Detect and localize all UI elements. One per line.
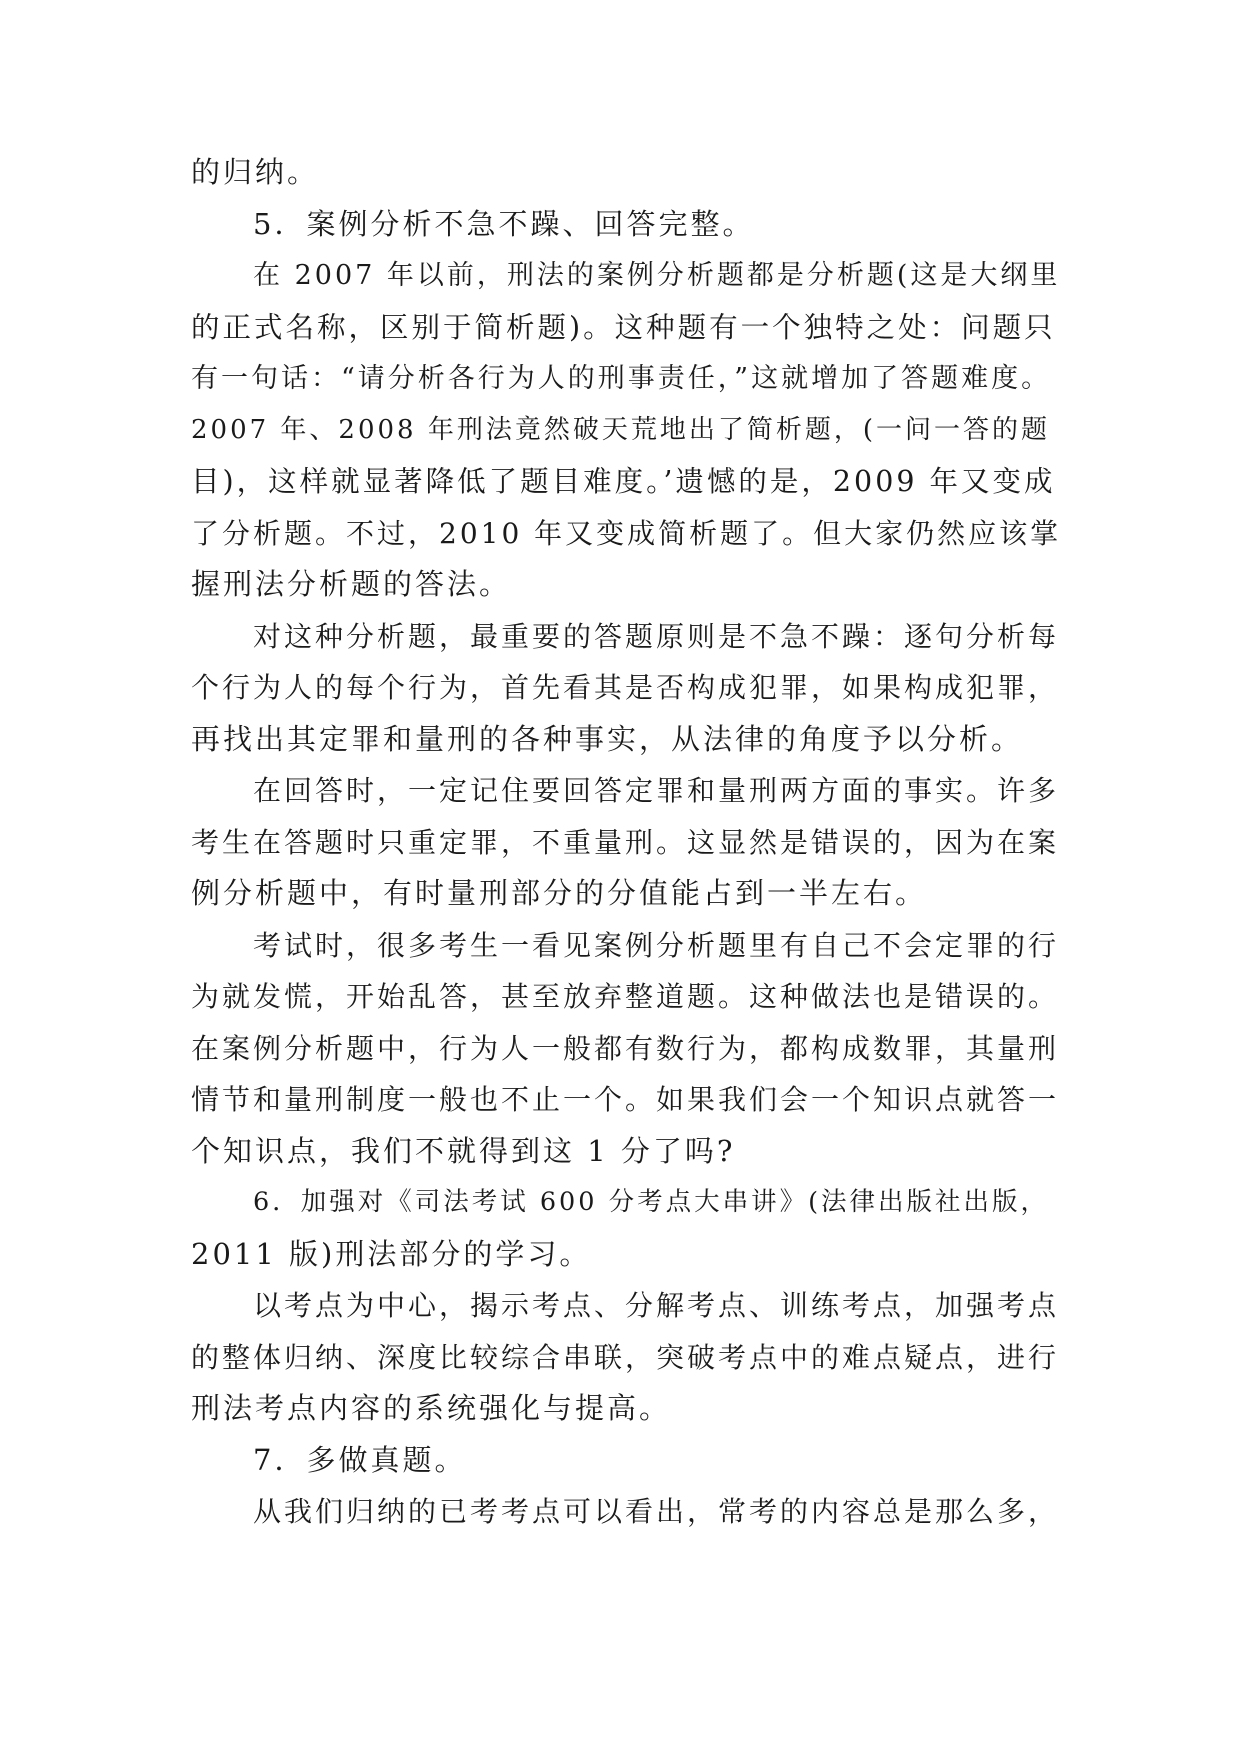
text-line: 以考点为中心，揭示考点、分解考点、训练考点，加强考点 — [253, 1289, 1060, 1322]
text-line: 的正式名称，区别于简析题)。这种题有一个独特之处：问题只 — [191, 310, 1056, 344]
text-line: 有一句话：“请分析各行为人的刑事责任，”这就增加了答题难度。 — [191, 363, 1052, 394]
text-line: 刑法考点内容的系统强化与提高。 — [191, 1391, 672, 1425]
text-line: 情节和量刑制度一般也不止一个。如果我们会一个知识点就答一 — [191, 1083, 1060, 1116]
text-line: 从我们归纳的已考考点可以看出，常考的内容总是那么多， — [253, 1495, 1060, 1528]
text-line: 的归纳。 — [191, 155, 320, 189]
text-line: 为就发慌，开始乱答，甚至放弃整道题。这种做法也是错误的。 — [191, 980, 1060, 1013]
text-line: 个知识点，我们不就得到这 1 分了吗? — [191, 1133, 736, 1168]
text-line: 在案例分析题中，行为人一般都有数行为，都构成数罪，其量刑 — [191, 1031, 1060, 1065]
text-line: 6．加强对《司法考试 600 分考点大串讲》(法律出版社出版， — [253, 1187, 1050, 1217]
text-line: 目)，这样就显著降低了题目难度。’遗憾的是，2009 年又变成 — [191, 465, 1056, 498]
body-text — [191, 147, 1061, 1538]
text-line: 在 2007 年以前，刑法的案例分析题都是分析题(这是大纲里 — [253, 260, 1061, 291]
text-line: 5．案例分析不急不躁、回答完整。 — [253, 206, 755, 241]
text-line: 考试时，很多考生一看见案例分析题里有自己不会定罪的行 — [253, 928, 1060, 962]
text-line: 个行为人的每个行为，首先看其是否构成犯罪，如果构成犯罪， — [191, 671, 1060, 704]
text-line: 例分析题中，有时量刑部分的分值能占到一半左右。 — [191, 876, 928, 910]
text-line: 了分析题。不过，2010 年又变成简析题了。但大家仍然应该掌 — [191, 516, 1062, 550]
text-line: 考生在答题时只重定罪，不重量刑。这显然是错误的，因为在案 — [191, 825, 1060, 859]
text-line: 在回答时，一定记住要回答定罪和量刑两方面的事实。许多 — [253, 774, 1060, 807]
text-line: 7．多做真题。 — [253, 1442, 467, 1477]
text-line: 的整体归纳、深度比较综合串联，突破考点中的难点疑点，进行 — [191, 1340, 1060, 1374]
text-line: 2011 版)刑法部分的学习。 — [191, 1236, 592, 1271]
text-line: 对这种分析题，最重要的答题原则是不急不躁：逐句分析每 — [253, 619, 1060, 653]
text-line: 再找出其定罪和量刑的各种事实，从法律的角度予以分析。 — [191, 721, 1024, 756]
text-line: 握刑法分析题的答法。 — [191, 567, 512, 601]
text-line: 2007 年、2008 年刑法竟然破天荒地出了简析题，(一问一答的题 — [191, 414, 1051, 445]
